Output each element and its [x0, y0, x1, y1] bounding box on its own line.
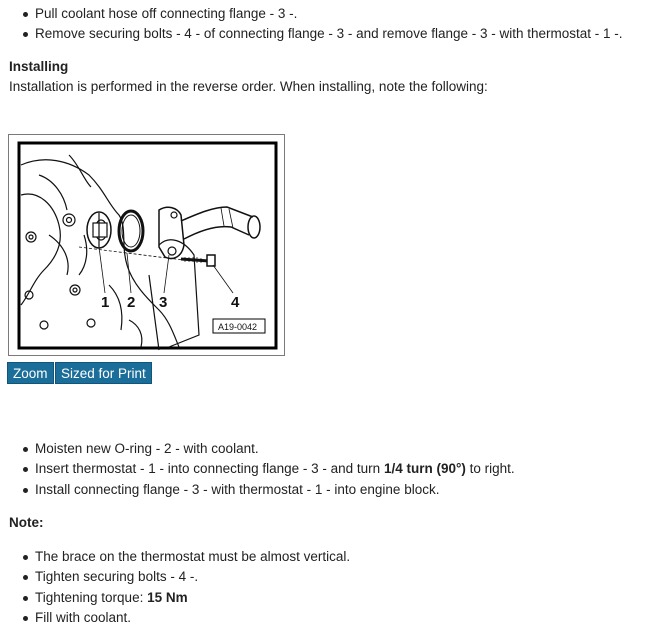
list-item: Tighten securing bolts - 4 -.: [0, 567, 350, 587]
callout-2: 2: [127, 294, 136, 311]
thermostat-diagram: [8, 134, 285, 356]
diagram-illustration: [9, 135, 286, 357]
note-list: [0, 547, 350, 629]
list-item: Moisten new O-ring - 2 - with coolant.: [0, 439, 515, 459]
installing-text: Installation is performed in the reverse order. When installing, note the following:: [9, 79, 488, 94]
sized-for-print-button[interactable]: Sized for Print: [55, 362, 152, 384]
removal-steps-list: [0, 4, 623, 45]
list-item: Fill with coolant.: [0, 608, 350, 628]
note-heading: Note:: [9, 515, 44, 530]
reference-label: A19-0042: [218, 322, 258, 332]
installing-heading: Installing: [9, 59, 69, 74]
list-item: Pull coolant hose off connecting flange - 3 -.: [0, 4, 623, 24]
list-item: The brace on the thermostat must be almost vertical.: [0, 547, 350, 567]
callout-1: 1: [101, 294, 110, 311]
list-item: Tightening torque: 15 Nm: [0, 588, 350, 608]
zoom-button[interactable]: Zoom: [7, 362, 54, 384]
install-steps-list: [0, 439, 515, 500]
diagram-border: [19, 143, 276, 348]
callout-3: 3: [159, 294, 168, 311]
list-item: Insert thermostat - 1 - into connecting flange - 3 - and turn 1/4 turn (90°) to right.: [0, 459, 515, 479]
list-item: Install connecting flange - 3 - with thermostat - 1 - into engine block.: [0, 480, 515, 500]
list-item: Remove securing bolts - 4 - of connecting flange - 3 - and remove flange - 3 - with thermostat - 1 -.: [0, 24, 623, 44]
callout-4: 4: [231, 294, 240, 311]
